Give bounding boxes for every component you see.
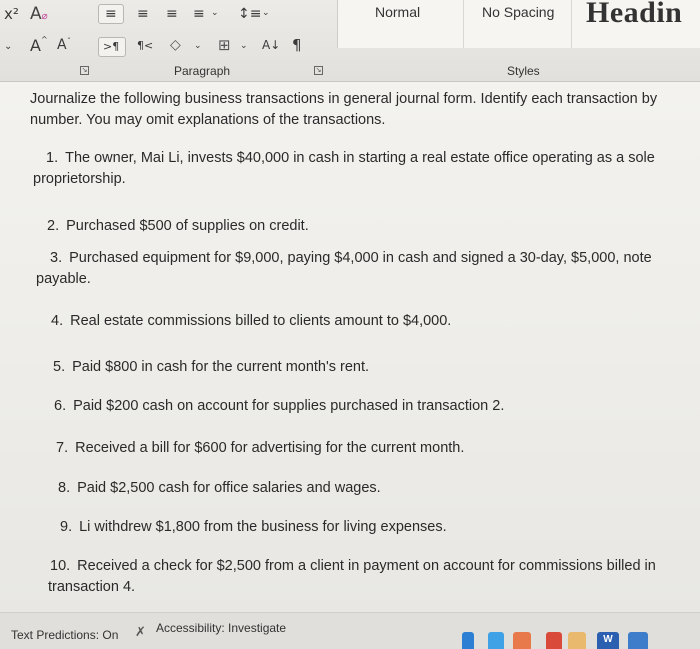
show-formatting-button[interactable]: ¶ (292, 36, 302, 54)
style-normal[interactable]: Normal (375, 4, 421, 20)
item-text: The owner, Mai Li, invests $40,000 in cash in starting a real estate office operating as a sole (65, 150, 655, 166)
item-number: 1. (46, 150, 59, 166)
item-text: Paid $2,500 cash for office salaries and wages. (77, 480, 381, 496)
text-predictions-status[interactable]: Text Predictions: On (11, 628, 119, 642)
intro-line: number. You may omit explanations of the transactions. (30, 112, 386, 128)
borders-chevron-down-icon[interactable]: ⌄ (240, 41, 248, 51)
font-dialog-launcher-icon[interactable]: ↘ (81, 67, 88, 74)
item-number: 5. (53, 359, 66, 375)
align-center-icon[interactable]: ≡ (137, 6, 149, 22)
shading-icon[interactable]: ◇ (170, 37, 181, 53)
rtl-button[interactable]: ¶< (137, 39, 154, 52)
clear-formatting-icon[interactable]: A⌀ (30, 4, 48, 24)
list-item (33, 148, 655, 190)
justify-icon[interactable]: ≡ (193, 6, 205, 22)
align-left-icon: ≡ (105, 6, 117, 22)
item-text-continued: proprietorship. (33, 171, 126, 187)
list-item (47, 216, 309, 237)
item-number: 10. (50, 558, 71, 574)
item-text-continued: payable. (36, 271, 91, 287)
item-text: Received a check for $2,500 from a client in payment on account for commissions billed in (77, 558, 656, 574)
document-body[interactable] (0, 82, 700, 612)
accessibility-status[interactable]: Accessibility: Investigate (156, 621, 287, 635)
chevron-down-icon[interactable]: ⌄ (4, 41, 13, 52)
list-item (60, 517, 447, 538)
align-left-button[interactable] (98, 4, 124, 24)
line-spacing-icon[interactable]: ↕≡ (238, 6, 262, 22)
list-item (48, 556, 656, 598)
intro-paragraph (30, 89, 657, 131)
item-number: 9. (60, 519, 73, 535)
paragraph-group-label: Paragraph (174, 64, 231, 78)
item-text: Real estate commissions billed to clients amount to $4,000. (70, 313, 452, 329)
style-heading[interactable]: Headin (586, 0, 683, 29)
sort-button[interactable]: A↓ (262, 38, 281, 52)
item-number: 8. (58, 480, 71, 496)
align-right-icon[interactable]: ≡ (166, 6, 178, 22)
word-dock-icon[interactable]: W (597, 632, 619, 649)
grow-font-caret-icon: ^ (41, 35, 48, 44)
shrink-font-caret-icon: ˇ (67, 37, 71, 46)
dock-app-icon[interactable] (546, 632, 562, 649)
dock-app-icon[interactable] (462, 632, 474, 649)
list-item (58, 478, 381, 499)
item-text: Paid $800 in cash for the current month's rent. (72, 359, 370, 375)
item-text: Received a bill for $600 for advertising for the current month. (75, 440, 465, 456)
shrink-font-button[interactable]: A (57, 37, 67, 53)
item-number: 6. (54, 398, 67, 414)
ltr-button[interactable] (98, 37, 126, 57)
ribbon (0, 0, 700, 82)
list-item (54, 396, 504, 417)
shading-chevron-down-icon[interactable]: ⌄ (194, 41, 202, 51)
status-bar (0, 612, 700, 649)
ltr-label: >¶ (103, 40, 120, 53)
list-item (36, 248, 652, 290)
line-spacing-chevron-down-icon[interactable]: ⌄ (262, 8, 270, 18)
item-text: Li withdrew $1,800 from the business for living expenses. (79, 519, 447, 535)
dock-app-icon[interactable] (488, 632, 504, 649)
paragraph-dialog-launcher-icon[interactable]: ↘ (315, 67, 322, 74)
item-number: 3. (50, 250, 63, 266)
dock-app-icon[interactable] (568, 632, 586, 649)
item-text: Purchased equipment for $9,000, paying $4,000 in cash and signed a 30-day, $5,000, note (69, 250, 652, 266)
superscript-button[interactable]: x² (4, 5, 19, 23)
justify-chevron-down-icon[interactable]: ⌄ (211, 8, 219, 18)
dock-app-icon[interactable] (513, 632, 531, 649)
accessibility-icon[interactable]: ✗ (135, 625, 146, 640)
style-divider (571, 0, 572, 48)
item-number: 2. (47, 218, 60, 234)
borders-icon[interactable]: ⊞ (218, 36, 231, 54)
dock-app-icon[interactable] (628, 632, 648, 649)
intro-line: Journalize the following business transactions in general journal form. Identify each transaction by (30, 91, 658, 107)
list-item (56, 438, 464, 459)
item-text: Purchased $500 of supplies on credit. (66, 218, 309, 234)
style-divider (463, 0, 464, 48)
item-number: 7. (56, 440, 69, 456)
styles-group-label: Styles (507, 64, 540, 78)
style-no-spacing[interactable]: No Spacing (482, 4, 555, 20)
item-text: Paid $200 cash on account for supplies purchased in transaction 2. (73, 398, 505, 414)
item-number: 4. (51, 313, 64, 329)
styles-gallery (337, 0, 700, 48)
list-item (53, 357, 369, 378)
grow-font-button[interactable]: A (30, 36, 41, 55)
list-item (51, 311, 451, 332)
item-text-continued: transaction 4. (48, 579, 136, 595)
